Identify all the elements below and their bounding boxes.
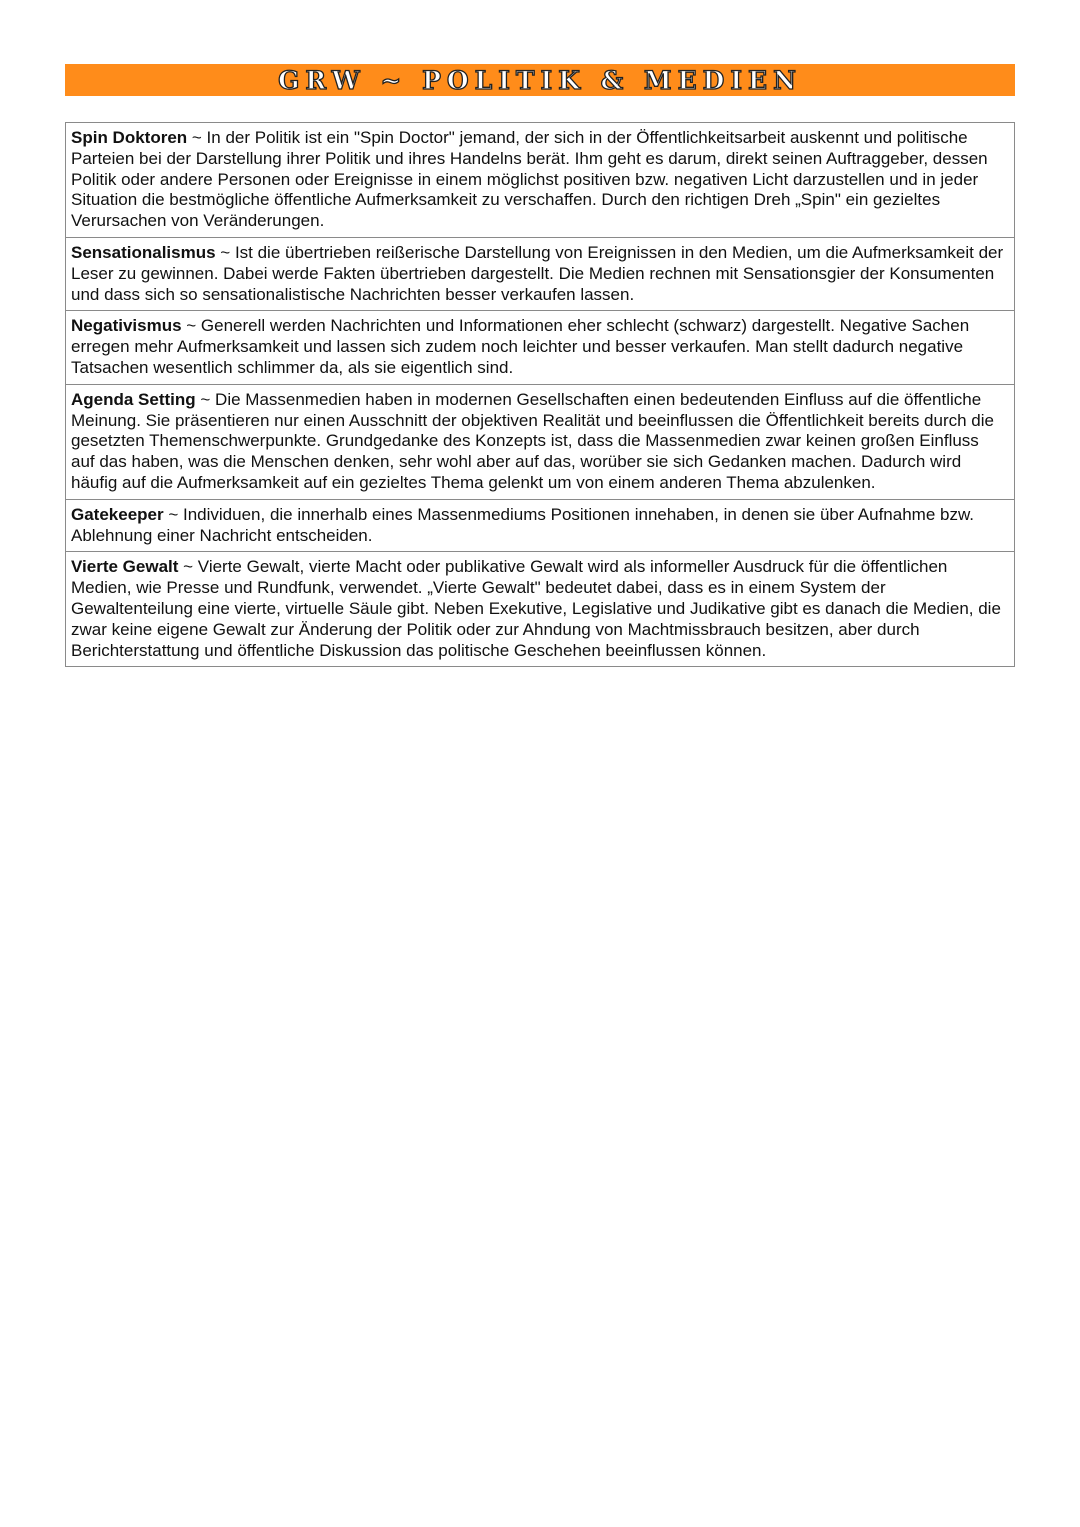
glossary-entry-spin-doktoren [66, 123, 1014, 238]
glossary-entry-negativismus [66, 311, 1014, 384]
entry-definition: In der Politik ist ein "Spin Doctor" jemand, der sich in der Öffentlichkeitsarbeit auskennt und politische Parteien bei der Darstellung ihrer Politik und ihres Handelns berät. Ihm geht es darum, direkt seinen Auftraggeber, dessen Politik oder andere Personen oder Ereignisse in einem möglichst positiven bzw. negativen Licht darzustellen und in jeder Situation die bestmögliche öffentliche Aufmerksamkeit zu verschaffen. Durch den richtigen Dreh „Spin" ein gezieltes Verursachen von Veränderungen. [71, 128, 988, 231]
entry-term: Vierte Gewalt [71, 557, 179, 577]
entry-term: Gatekeeper [71, 504, 164, 524]
entry-term: Sensationalismus [71, 242, 216, 262]
term-separator: ~ [178, 557, 198, 577]
glossary-entry-agenda-setting [66, 385, 1014, 500]
entry-term: Negativismus [71, 316, 182, 336]
glossary-entry-vierte-gewalt [66, 552, 1014, 666]
term-separator: ~ [181, 316, 201, 336]
term-separator: ~ [215, 242, 235, 262]
entry-definition: Vierte Gewalt, vierte Macht oder publikative Gewalt wird als informeller Ausdruck für die öffentlichen Medien, wie Presse und Rundfunk, verwendet. „Vierte Gewalt" bedeutet dabei, dass es in einem System der Gewaltenteilung eine vierte, virtuelle Säule gibt. Neben Exekutive, Legislative und Judikative gibt es danach die Medien, die zwar keine eigene Gewalt zur Änderung der Politik oder zur Ahndung von Machtmissbrauch besitzen, aber durch Berichterstattung und öffentliche Diskussion das politische Geschehen beeinflussen können. [71, 557, 1001, 660]
entry-term: Spin Doktoren [71, 128, 188, 147]
term-separator: ~ [187, 128, 207, 147]
entry-definition: Die Massenmedien haben in modernen Gesellschaften einen bedeutenden Einfluss auf die öffentliche Meinung. Sie präsentieren nur einen Ausschnitt der objektiven Realität und beeinflussen die Öffentlichkeit bereits durch die gesetzten Themenschwerpunkte. Grundgedanke des Konzepts ist, dass die Massenmedien zwar keinen großen Einfluss auf das haben, was die Menschen denken, sehr wohl aber auf das, worüber sie sich Gedanken machen. Dadurch wird häufig auf die Aufmerksamkeit auf ein gezieltes Thema gelenkt um von einem anderen Thema abzulenken. [71, 389, 994, 492]
glossary-entry-gatekeeper [66, 500, 1014, 553]
entry-definition: Generell werden Nachrichten und Informationen eher schlecht (schwarz) dargestellt. Negative Sachen erregen mehr Aufmerksamkeit und lassen sich zudem noch leichter und besser verkaufen. Man stellt dadurch negative Tatsachen wesentlich schlimmer da, als sie eigentlich sind. [71, 316, 970, 377]
glossary-table [65, 122, 1015, 667]
glossary-entry-sensationalismus [66, 238, 1014, 311]
entry-definition: Individuen, die innerhalb eines Massenmediums Positionen innehaben, in denen sie über Aufnahme bzw. Ablehnung einer Nachricht entscheiden. [71, 504, 975, 545]
term-separator: ~ [163, 504, 183, 524]
term-separator: ~ [195, 389, 216, 409]
entry-definition: Ist die übertrieben reißerische Darstellung von Ereignissen in den Medien, um die Aufmerksamkeit der Leser zu gewinnen. Dabei werde Fakten übertrieben dargestellt. Die Medien rechnen mit Sensationsgier der Konsumenten und dass sich so sensationalistische Nachrichten besser verkaufen lassen. [71, 242, 1004, 304]
entry-term: Agenda Setting [71, 389, 196, 409]
page-title: GRW ~ POLITIK & MEDIEN [278, 65, 802, 95]
title-banner [65, 64, 1015, 96]
